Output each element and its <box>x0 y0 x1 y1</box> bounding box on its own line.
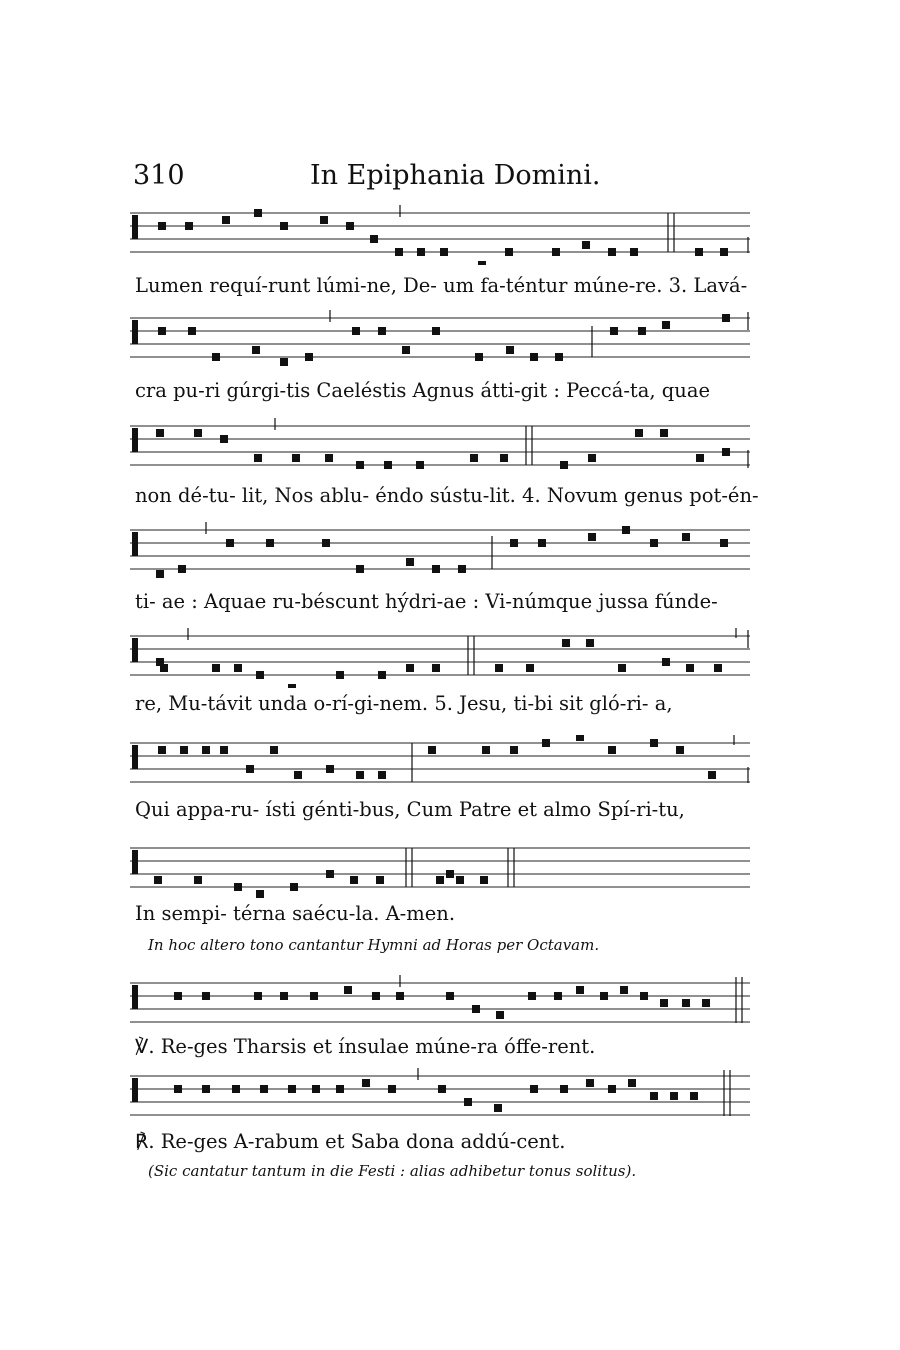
chant-staff-versicle <box>130 975 750 1035</box>
page-number: 310 <box>133 160 185 191</box>
chant-staff-2 <box>130 310 750 370</box>
chant-staff-response <box>130 1068 750 1128</box>
rubric-hymni: In hoc altero tono cantantur Hymni ad Horas per Octavam. <box>148 936 600 954</box>
chant-staff-6 <box>130 735 750 795</box>
chant-staff-4 <box>130 522 750 582</box>
rubric-festi: (Sic cantatur tantum in die Festi : alias adhibetur tonus solitus). <box>148 1162 637 1180</box>
lyric-line-6: Qui appa-ru- ísti génti-bus, Cum Patre et almo Spí-ri-tu, <box>135 798 685 821</box>
page-title: In Epiphania Domini. <box>310 160 601 191</box>
lyric-line-1: Lumen requí-runt lúmi-ne, De- um fa-téntur múne-re. 3. Lavá- <box>135 274 748 297</box>
chant-staff-7 <box>130 840 750 900</box>
versicle-line: ℣. Re-ges Tharsis et ínsulae múne-ra óffe-rent. <box>135 1035 596 1058</box>
lyric-line-5: re, Mu-távit unda o-rí-gi-nem. 5. Jesu, ti-bi sit gló-ri- a, <box>135 692 673 715</box>
chant-staff-1 <box>130 205 750 265</box>
response-line: ℟. Re-ges A-rabum et Saba dona addú-cent. <box>135 1130 566 1153</box>
lyric-line-7: In sempi- térna saécu-la. A-men. <box>135 902 456 925</box>
chant-staff-5 <box>130 628 750 688</box>
lyric-line-2: cra pu-ri gúrgi-tis Caeléstis Agnus átti-git : Peccá-ta, quae <box>135 379 710 402</box>
lyric-line-3: non dé-tu- lit, Nos ablu- éndo sústu-lit. 4. Novum genus pot-én- <box>135 484 759 507</box>
lyric-line-4: ti- ae : Aquae ru-béscunt hýdri-ae : Vi-númque jussa fúnde- <box>135 590 718 613</box>
chant-staff-3 <box>130 418 750 478</box>
